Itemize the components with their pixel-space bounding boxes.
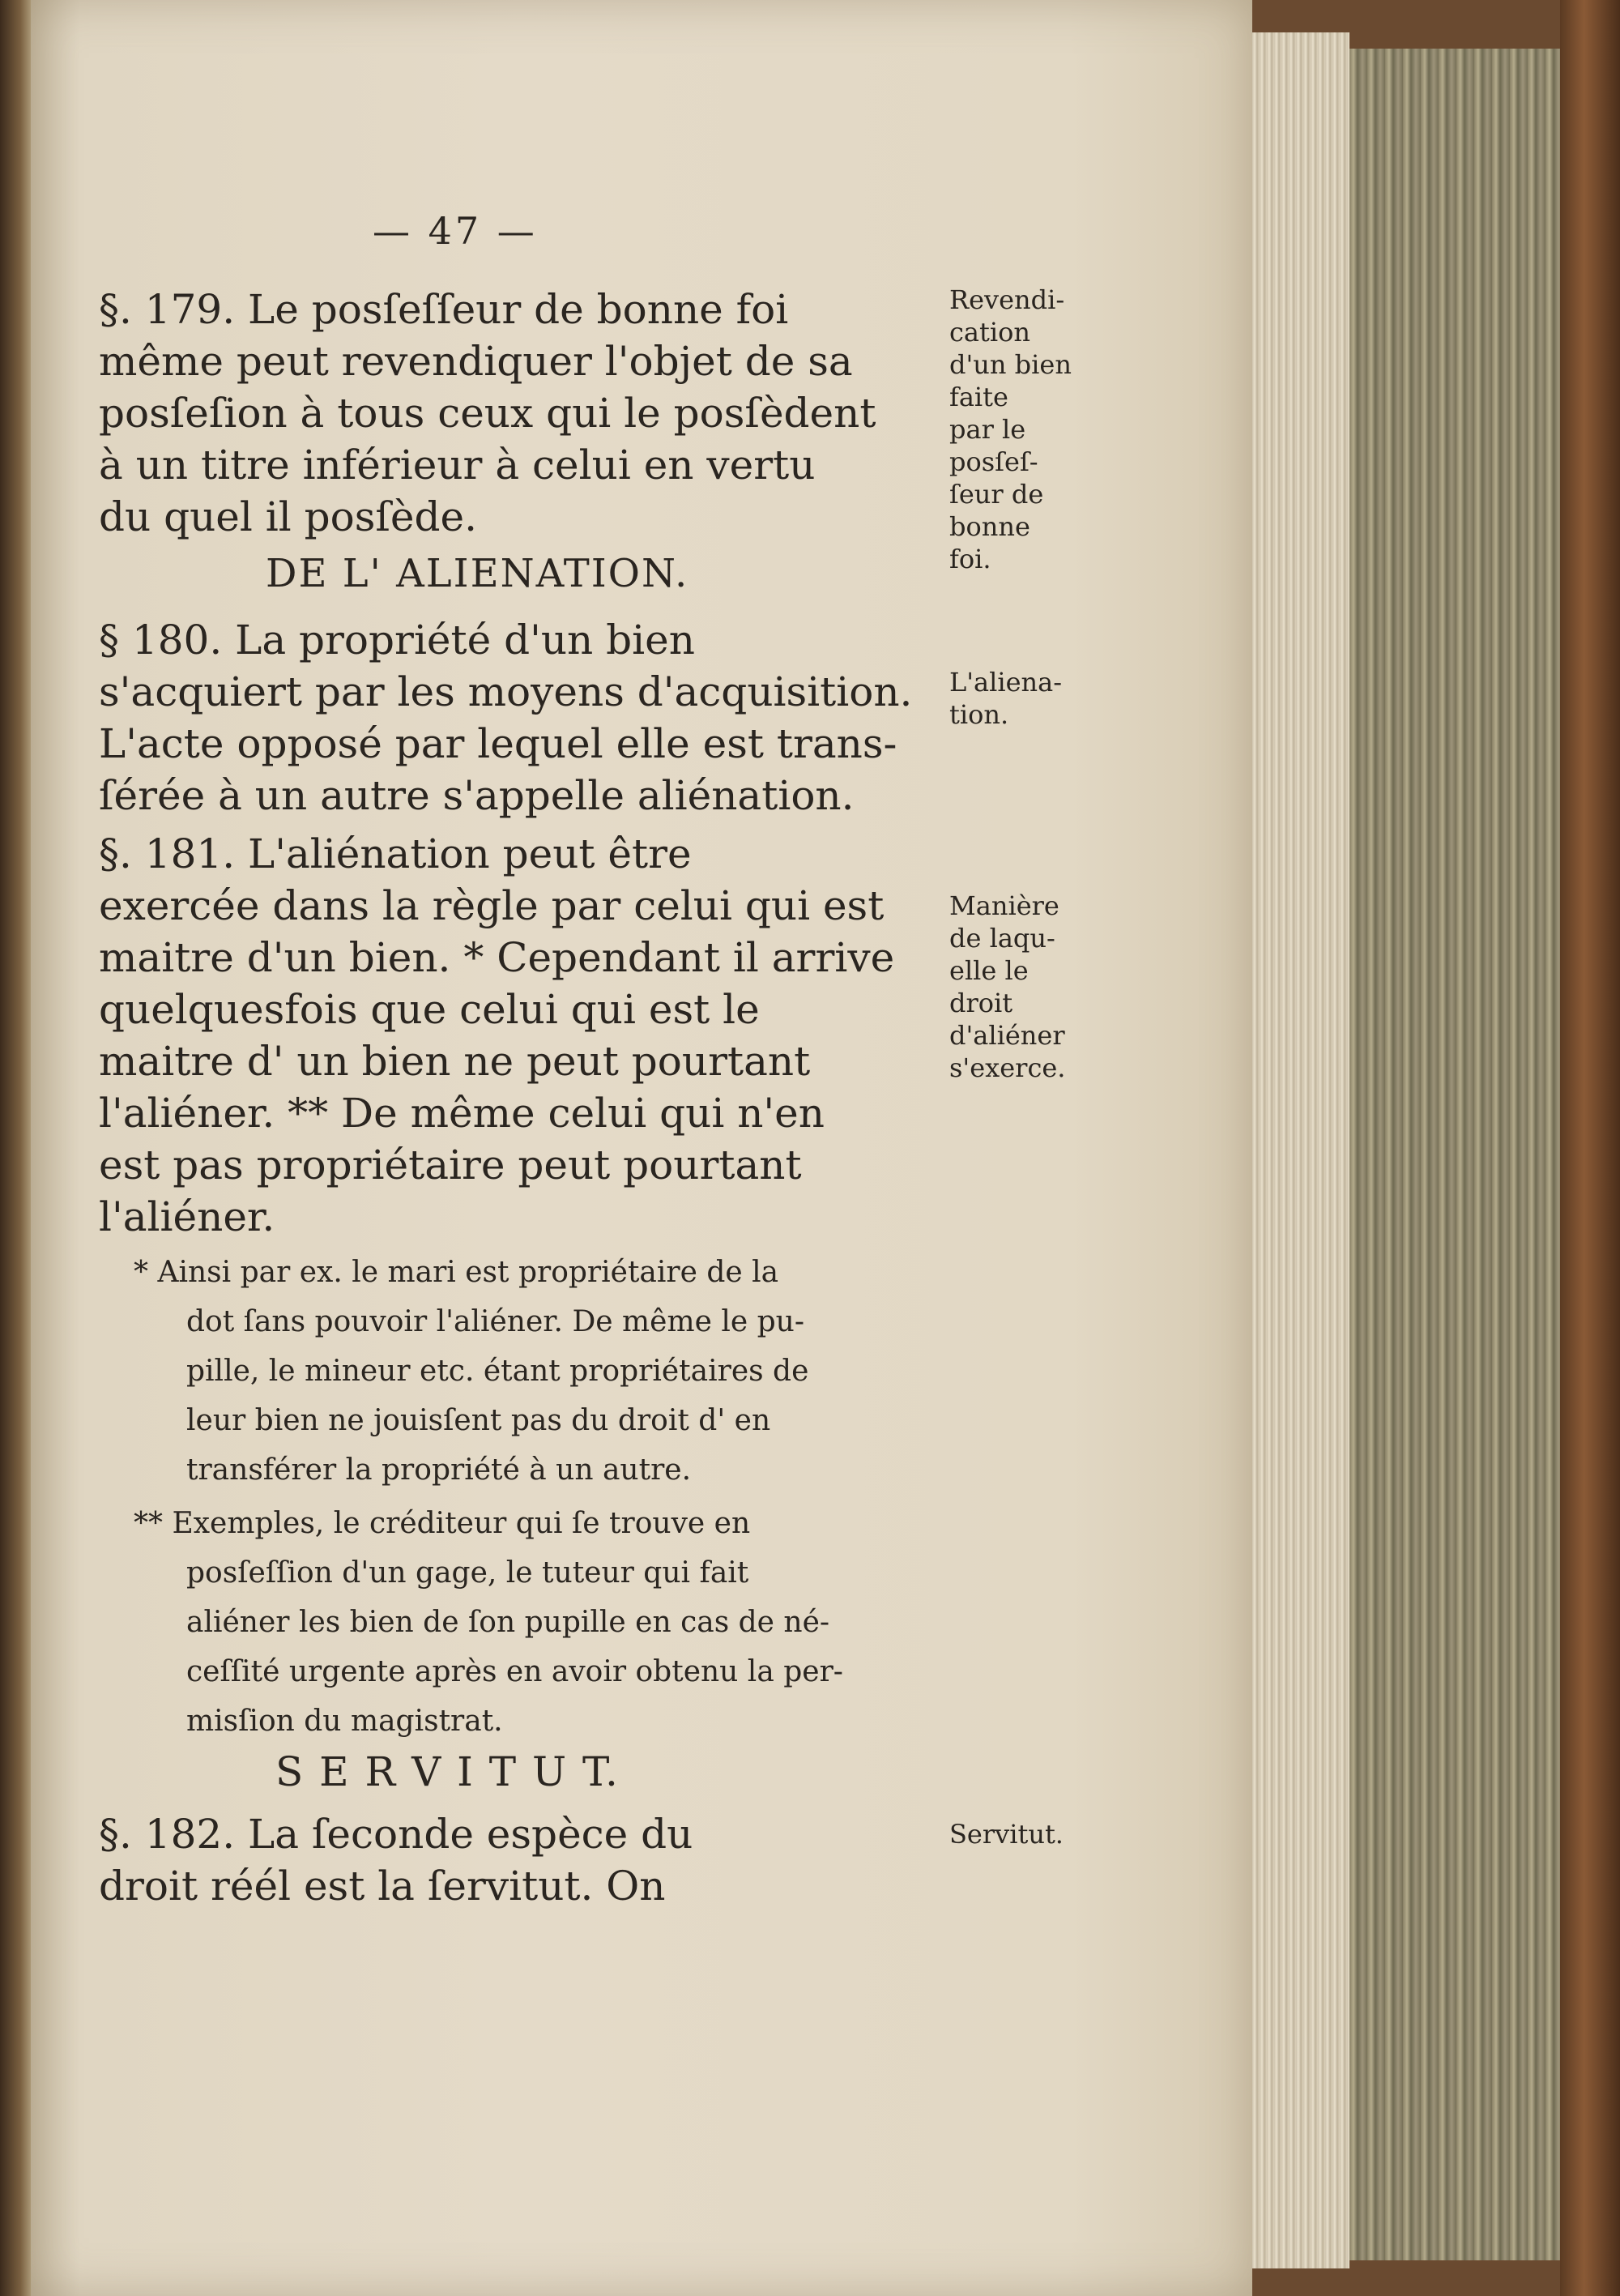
text-line: s'acquiert par les moyens d'acquisition. xyxy=(99,668,913,715)
margin-line: d'aliéner xyxy=(949,1020,1065,1051)
footnote-line: misſion du magistrat. xyxy=(186,1705,503,1738)
footnote-line: leur bien ne jouisſent pas du droit d' en xyxy=(186,1404,771,1437)
book-cover-left xyxy=(0,0,34,2296)
paragraph-179 xyxy=(99,284,941,543)
margin-note-revendication xyxy=(949,284,1119,575)
footnote-line: * Ainsi par ex. le mari est propriétaire de la xyxy=(134,1256,779,1289)
margin-line: Manière xyxy=(949,890,1059,921)
text-line: l'aliéner. ** De même celui qui n'en xyxy=(99,1090,825,1137)
margin-line: posſeſ- xyxy=(949,446,1038,477)
margin-line: par le xyxy=(949,414,1026,445)
footnote-1 xyxy=(134,1248,808,1495)
heading-servitut: S E R V I T U T. xyxy=(275,1748,620,1795)
paragraph-180 xyxy=(99,614,941,822)
footnote-line: posſeſſion d'un gage, le tuteur qui fait xyxy=(186,1556,749,1590)
text-line: maitre d' un bien ne peut pourtant xyxy=(99,1038,811,1085)
text-line: §. 182. La ſeconde espèce du xyxy=(99,1811,693,1858)
footnote-line: dot ſans pouvoir l'aliéner. De même le pu- xyxy=(186,1305,805,1338)
page-number: — 47 — xyxy=(373,209,538,253)
text-line: posſeſion à tous ceux qui le posſèdent xyxy=(99,390,876,437)
margin-line: ſeur de xyxy=(949,479,1044,510)
margin-note-servitut xyxy=(949,1818,1119,1850)
margin-line: L'aliena- xyxy=(949,667,1063,698)
margin-note-maniere xyxy=(949,890,1119,1084)
footnote-line: pille, le mineur etc. étant propriétaires de xyxy=(186,1355,809,1388)
text-line: à un titre inférieur à celui en vertu xyxy=(99,442,816,489)
text-line: §. 181. L'aliénation peut être xyxy=(99,830,692,877)
text-line: même peut revendiquer l'objet de sa xyxy=(99,338,853,385)
text-line: quelquesfois que celui qui est le xyxy=(99,986,760,1033)
margin-line: droit xyxy=(949,988,1013,1018)
footnote-line: ceſſité urgente après en avoir obtenu la per- xyxy=(186,1655,843,1688)
margin-line: elle le xyxy=(949,955,1029,986)
margin-line: s'exerce. xyxy=(949,1052,1066,1083)
book-cover-right xyxy=(1560,0,1620,2296)
margin-line: foi. xyxy=(949,544,991,574)
text-line: § 180. La propriété d'un bien xyxy=(99,617,695,664)
text-line: maitre d'un bien. * Cependant il arrive xyxy=(99,934,895,981)
margin-line: de laqu- xyxy=(949,923,1055,954)
margin-line: Servitut. xyxy=(949,1819,1064,1850)
text-line: L'acte opposé par lequel elle est trans- xyxy=(99,720,897,767)
paragraph-182 xyxy=(99,1808,941,1912)
text-line: est pas propriétaire peut pourtant xyxy=(99,1142,802,1189)
margin-line: Revendi- xyxy=(949,284,1065,315)
footnote-line: aliéner les bien de ſon pupille en cas de né- xyxy=(186,1606,830,1639)
margin-note-alienation xyxy=(949,666,1119,731)
page-gutter xyxy=(1252,32,1349,2268)
text-line: l'aliéner. xyxy=(99,1193,275,1240)
text-line: du quel il posſède. xyxy=(99,493,478,540)
page-edges xyxy=(1349,49,1560,2260)
margin-line: d'un bien xyxy=(949,349,1072,380)
footnote-2 xyxy=(134,1499,843,1746)
margin-line: tion. xyxy=(949,699,1009,730)
text-line: ſérée à un autre s'appelle aliénation. xyxy=(99,772,855,819)
text-line: exercée dans la règle par celui qui est xyxy=(99,882,885,929)
footnote-line: transférer la propriété à un autre. xyxy=(186,1453,692,1487)
margin-line: faite xyxy=(949,382,1008,412)
heading-alienation: DE L' ALIENATION. xyxy=(266,551,689,596)
paragraph-181 xyxy=(99,828,941,1243)
margin-line: cation xyxy=(949,317,1030,348)
margin-line: bonne xyxy=(949,511,1030,542)
footnote-line: ** Exemples, le créditeur qui ſe trouve en xyxy=(134,1507,751,1540)
text-line: §. 179. Le posſeſſeur de bonne foi xyxy=(99,286,789,333)
text-line: droit réél est la ſervitut. On xyxy=(99,1863,666,1910)
